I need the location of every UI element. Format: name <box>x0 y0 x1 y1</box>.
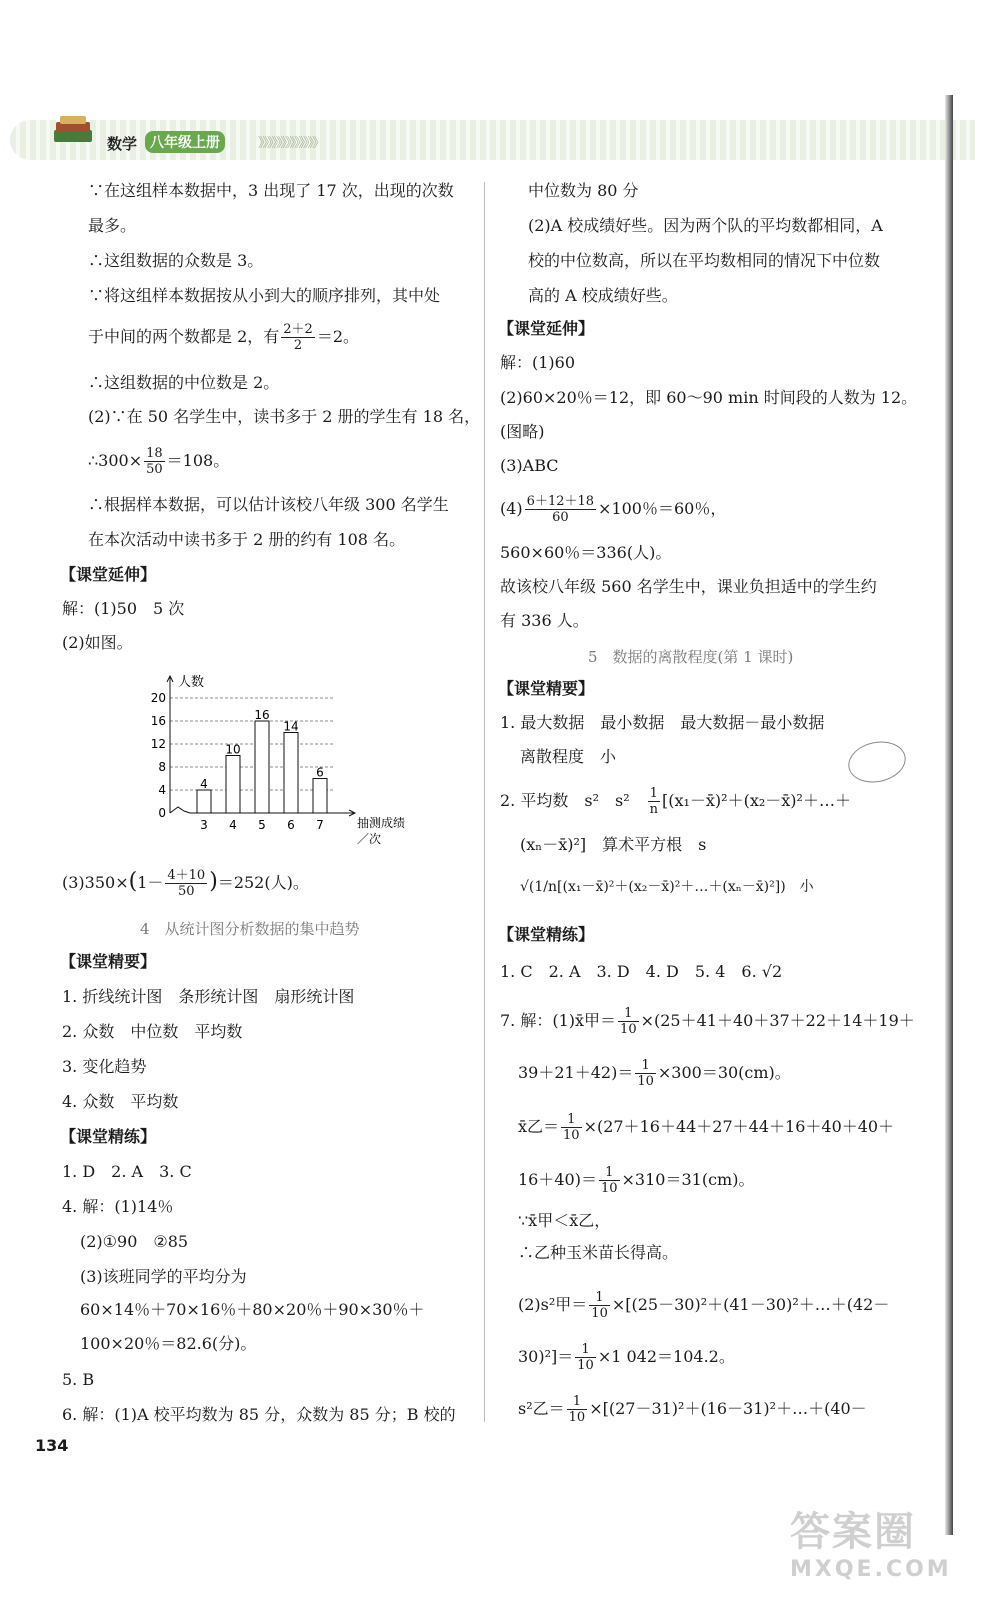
y-tick-label: 20 <box>150 691 166 705</box>
right-jy-1: 1. 最大数据 最小数据 最大数据－最小数据 <box>500 713 825 732</box>
section-title-5: 5 数据的离散程度(第 1 课时) <box>588 648 794 666</box>
section-title-4: 4 从统计图分析数据的集中趋势 <box>140 920 360 938</box>
watermark <box>790 1500 970 1590</box>
right-jl-1: 1. C 2. A 3. D 4. D 5. 4 6. √2 <box>500 962 783 981</box>
right-line-3: 校的中位数高，所以在平均数相同的情况下中位数 <box>528 251 881 270</box>
right-ext-5: (4) $\frac{6+12+18}{60}$ ×100％＝60％， <box>500 494 727 525</box>
left-line-8: ∴300× $\frac{18}{50}$ ＝108。 <box>88 446 230 477</box>
right-line-4: 高的 A 校成绩好些。 <box>528 286 678 305</box>
bar-value-label: 6 <box>316 765 324 780</box>
bar <box>197 790 211 813</box>
left-line-2: 最多。 <box>88 216 137 235</box>
header-badge: 八年级上册 <box>145 131 225 153</box>
x-axis-label-2: ／次 <box>357 832 382 846</box>
left-jl-2: 4. 解：(1)14％ <box>62 1197 174 1216</box>
x-tick-label: 7 <box>316 818 324 832</box>
left-line-9: ∴根据样本数据，可以估计该校八年级 300 名学生 <box>88 495 449 514</box>
fraction: $\frac{4+10}{50}$ <box>167 868 206 899</box>
right-jy-3: 2. 平均数 s² s² $\frac{1}{n}$ [(x₁－x̄)²＋(x₂－x̄)²＋…＋ <box>500 786 851 817</box>
fraction: $\frac{1}{10}$ <box>568 1394 586 1425</box>
right-jy-5: √(1/n[(x₁－x̄)²＋(x₂－x̄)²＋…＋(xₙ－x̄)²]) 小 <box>520 879 814 895</box>
y-tick-label: 16 <box>150 714 166 728</box>
bar-chart <box>140 660 406 860</box>
fraction: $\frac{1}{10}$ <box>591 1290 608 1321</box>
fraction: $\frac{1}{10}$ <box>577 1342 594 1373</box>
fraction: $\frac{1}{10}$ <box>637 1058 654 1089</box>
page-edge-shadow <box>945 95 953 1535</box>
right-jl-9: 30)²]＝ $\frac{1}{10}$ ×1 042＝104.2。 <box>518 1342 735 1373</box>
left-jl-5: 60×14％＋70×16％＋80×20％＋90×30％＋ <box>80 1300 425 1319</box>
bar-value-label: 14 <box>283 719 299 734</box>
right-line-2: (2)A 校成绩好些。因为两个队的平均数都相同，A <box>528 216 883 235</box>
left-jy-3: 3. 变化趋势 <box>62 1057 147 1076</box>
book-icon <box>50 112 98 152</box>
right-ext-1: 解：(1)60 <box>500 353 576 372</box>
left-line-3: ∴这组数据的众数是 3。 <box>88 251 264 270</box>
y-tick-label: 8 <box>158 760 166 774</box>
left-line-6: ∴这组数据的中位数是 2。 <box>88 373 280 392</box>
left-jl-1: 1. D 2. A 3. C <box>62 1162 192 1181</box>
right-ext-7: 故该校八年级 560 名学生中，课业负担适中的学生约 <box>500 577 877 596</box>
left-line-5: 于中间的两个数都是 2，有 $\frac{2+2}{2}$ ＝2。 <box>88 322 360 353</box>
right-jl-7: ∴乙种玉米苗长得高。 <box>518 1243 679 1262</box>
section-heading: 【课堂延伸】 <box>498 319 595 338</box>
x-tick-label: 3 <box>200 818 208 832</box>
bar <box>255 721 269 813</box>
right-jl-6: ∵x̄甲＜x̄乙， <box>518 1211 611 1230</box>
right-ext-3: (图略) <box>500 422 545 441</box>
left-jl-8: 6. 解：(1)A 校平均数为 85 分，众数为 85 分；B 校的 <box>62 1405 456 1424</box>
right-jl-5: 16＋40)＝ $\frac{1}{10}$ ×310＝31(cm)。 <box>518 1165 755 1196</box>
right-jl-8: (2)s²甲＝ $\frac{1}{10}$ ×[(25－30)²＋(41－30)²＋…＋(42－ <box>518 1290 890 1321</box>
fraction: $\frac{1}{10}$ <box>620 1006 637 1037</box>
section-heading: 【课堂延伸】 <box>60 565 157 584</box>
section-heading: 【课堂精练】 <box>498 925 595 944</box>
right-jl-4: x̄乙＝ $\frac{1}{10}$ ×(27＋16＋44＋27＋44＋16＋40＋40＋ <box>518 1112 895 1143</box>
left-ext-1: 解：(1)50 5 次 <box>62 599 185 618</box>
bar-value-label: 10 <box>225 742 241 757</box>
fraction: $\frac{18}{50}$ <box>146 446 163 477</box>
left-jy-1: 1. 折线统计图 条形统计图 扇形统计图 <box>62 987 355 1006</box>
right-jl-10: s²乙＝ $\frac{1}{10}$ ×[(27－31)²＋(16－31)²＋…＋(40－ <box>518 1394 867 1425</box>
right-jl-2: 7. 解：(1)x̄甲＝ $\frac{1}{10}$ ×(25＋41＋40＋37＋22＋14＋19＋ <box>500 1006 915 1037</box>
right-jy-4: (xₙ－x̄)²] 算术平方根 s <box>520 835 707 854</box>
right-ext-2: (2)60×20％＝12，即 60～90 min 时间段的人数为 12。 <box>500 388 918 407</box>
page-number: 134 <box>35 1436 69 1455</box>
header-arrows: 》》》》》》》》》》》》》 <box>258 136 324 151</box>
left-jl-3: (2)①90 ②85 <box>80 1232 189 1251</box>
y-axis-label: 人数 <box>178 675 205 690</box>
section-heading: 【课堂精要】 <box>498 679 595 698</box>
fraction: $\frac{1}{10}$ <box>600 1165 618 1196</box>
y-tick-label: 4 <box>158 783 166 797</box>
left-line-1: ∵在这组样本数据中，3 出现了 17 次，出现的次数 <box>88 181 454 200</box>
right-jl-3: 39＋21＋42)＝ $\frac{1}{10}$ ×300＝30(cm)。 <box>518 1058 791 1089</box>
bar <box>284 733 298 814</box>
fraction: $\frac{1}{10}$ <box>563 1112 580 1143</box>
x-axis-label: 抽测成绩 <box>357 816 406 830</box>
bar-value-label: 16 <box>254 708 270 722</box>
column-divider <box>484 182 485 1422</box>
x-tick-label: 4 <box>229 818 237 832</box>
watermark-line-2: MXQE.COM <box>790 1557 952 1582</box>
left-jl-4: (3)该班同学的平均分为 <box>80 1267 247 1286</box>
left-line-10: 在本次活动中读书多于 2 册的约有 108 名。 <box>88 530 406 549</box>
left-jy-4: 4. 众数 平均数 <box>62 1092 179 1111</box>
y-tick-label: 12 <box>150 737 166 751</box>
section-heading: 【课堂精要】 <box>60 952 157 971</box>
left-line-7: (2)∵在 50 名学生中，读书多于 2 册的学生有 18 名， <box>88 407 481 426</box>
left-ext-3: (3)350×(1－ $\frac{4+10}{50}$ )＝252(人)。 <box>62 868 309 899</box>
bar-value-label: 4 <box>200 777 208 791</box>
fraction: $\frac{2+2}{2}$ <box>283 322 313 353</box>
bar <box>313 779 327 814</box>
watermark-line-1: 答案圈 <box>790 1509 916 1555</box>
x-tick-label: 5 <box>258 818 266 832</box>
left-line-4: ∵将这组样本数据按从小到大的顺序排列，其中处 <box>88 286 441 305</box>
section-heading: 【课堂精练】 <box>60 1127 157 1146</box>
left-ext-2: (2)如图。 <box>62 633 133 652</box>
fraction: $\frac{6+12+18}{60}$ <box>526 494 595 525</box>
right-ext-6: 560×60％＝336(人)。 <box>500 543 672 562</box>
bar <box>226 756 240 814</box>
right-ext-8: 有 336 人。 <box>500 611 589 630</box>
right-line-1: 中位数为 80 分 <box>528 181 639 200</box>
y-tick-label: 0 <box>158 806 166 820</box>
stamp-mark <box>844 736 909 787</box>
left-jl-7: 5. B <box>62 1370 95 1389</box>
x-tick-label: 6 <box>287 818 295 832</box>
right-jy-2: 离散程度 小 <box>520 747 617 766</box>
right-ext-4: (3)ABC <box>500 456 559 475</box>
left-jy-2: 2. 众数 中位数 平均数 <box>62 1022 243 1041</box>
axis-break <box>170 807 190 813</box>
header-title: 数学 <box>107 135 138 153</box>
fraction: $\frac{1}{n}$ <box>649 786 658 817</box>
left-jl-6: 100×20％＝82.6(分)。 <box>80 1334 257 1353</box>
